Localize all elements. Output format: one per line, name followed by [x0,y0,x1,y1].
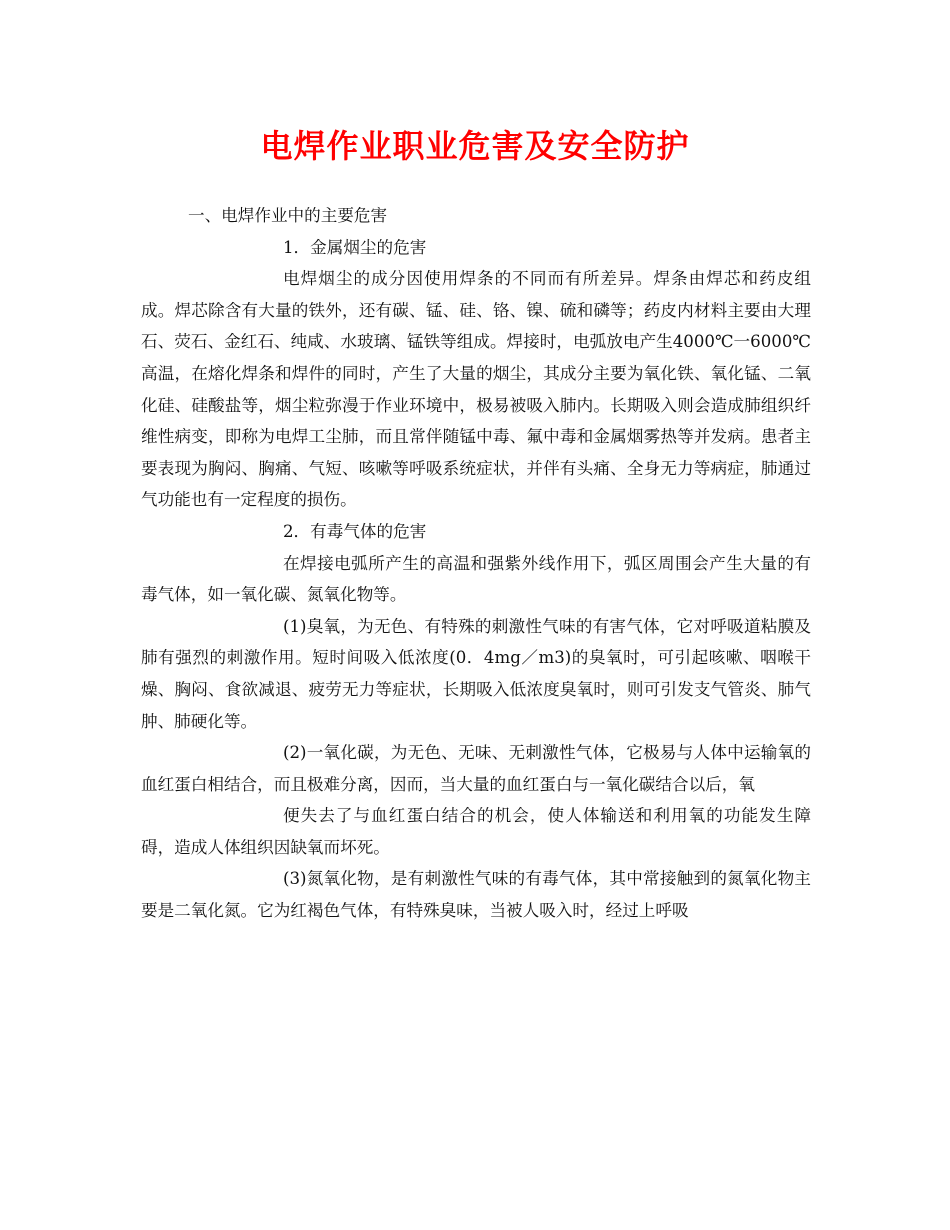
document-title: 电焊作业职业危害及安全防护 [260,127,690,165]
list-item: (1)臭氧，为无色、有特殊的刺激性气味的有害气体，它对呼吸道粘膜及肺有强烈的刺激作用。短时间吸入低浓度(0．4mg／m3)的臭氧时，可引起咳嗽、咽喉干燥、胸闷、食欲减退、疲劳无力等症状，长期吸入低浓度臭氧时，则可引发支气管炎、肺气肿、肺硬化等。 [141,616,811,731]
list-item: (2)一氧化碳，为无色、无味、无刺激性气体，它极易与人体中运输氧的血红蛋白相结合，而且极难分离，因而，当大量的血红蛋白与一氧化碳结合以后，氧 [141,743,811,794]
paragraph: 在焊接电弧所产生的高温和强紫外线作用下，弧区周围会产生大量的有毒气体，如一氧化碳、氮氧化物等。 [141,553,811,605]
paragraph: 便失去了与血红蛋白结合的机会，使人体输送和利用氧的功能发生障碍，造成人体组织因缺氧而坏死。 [141,806,811,857]
list-item: (3)氮氧化物，是有刺激性气味的有毒气体，其中常接触到的氮氧化物主要是二氧化氮。它为红褐色气体，有特殊臭味，当被人吸入时，经过上呼吸 [141,869,811,921]
section-heading: 一、电焊作业中的主要危害 [188,206,388,225]
paragraph: 电焊烟尘的成分因使用焊条的不同而有所差异。焊条由焊芯和药皮组成。焊芯除含有大量的铁外，还有碳、锰、硅、铬、镍、硫和磷等；药皮内材料主要由大理石、荧石、金红石、纯咸、水玻璃、锰铁等组成。焊接时，电弧放电产生4000℃一6000℃高温，在熔化焊条和焊件的同时，产生了大量的烟尘，其成分主要为氧化铁、氧化锰、二氧化硅、硅酸盐等，烟尘粒弥漫于作业环境中，极易被吸入肺内。长期吸入则会造成肺组织纤维性病变，即称为电焊工尘肺，而且常伴随锰中毒、氟中毒和金属烟雾热等并发病。患者主要表现为胸闷、胸痛、气短、咳嗽等呼吸系统症状，并伴有头痛、全身无力等病症，肺通过气功能也有一定程度的损伤。 [141,269,811,510]
document-body [141,200,811,927]
subsection-heading: 2．有毒气体的危害 [283,521,427,541]
subsection-heading: 1．金属烟尘的危害 [283,237,427,257]
